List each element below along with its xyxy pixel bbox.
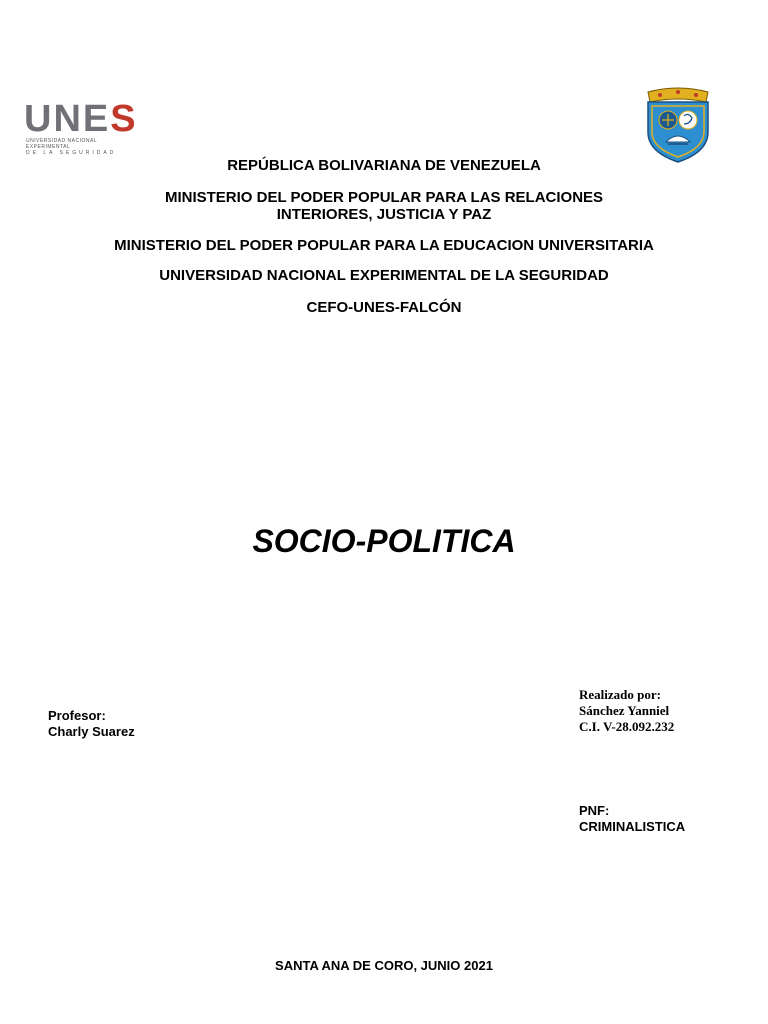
program-block (579, 803, 685, 835)
unes-letter-e: E (82, 98, 111, 140)
header-republic: REPÚBLICA BOLIVARIANA DE VENEZUELA (227, 157, 541, 174)
program-value: CRIMINALISTICA (579, 819, 686, 834)
header-ministry-interior-line2: INTERIORES, JUSTICIA Y PAZ (276, 206, 492, 223)
author-name: Sánchez Yanniel (579, 703, 670, 718)
unes-logo-letters (24, 100, 138, 138)
unes-letter-n: N (53, 98, 83, 140)
author-block (579, 687, 674, 735)
unes-logo (24, 98, 138, 156)
professor-name: Charly Suarez (48, 724, 135, 739)
header-ministry-education: MINISTERIO DEL PODER POPULAR PARA LA EDUCACION UNIVERSITARIA (114, 237, 654, 254)
header-campus: CEFO-UNES-FALCÓN (306, 299, 462, 316)
unes-letter-u: U (24, 98, 54, 140)
unes-logo-subtitle-line1: UNIVERSIDAD NACIONAL EXPERIMENTAL (26, 138, 97, 150)
document-title: SOCIO-POLITICA (252, 523, 516, 559)
header-university: UNIVERSIDAD NACIONAL EXPERIMENTAL DE LA SEGURIDAD (159, 267, 609, 284)
unes-logo-subtitle-line2: DE LA SEGURIDAD (26, 150, 117, 156)
author-id: C.I. V-28.092.232 (579, 719, 675, 734)
header-ministry-interior-line1: MINISTERIO DEL PODER POPULAR PARA LAS RELACIONES (164, 189, 604, 206)
unes-letter-s: S (110, 98, 138, 140)
author-label: Realizado por: (579, 687, 661, 702)
professor-block (48, 708, 135, 740)
footer-place-date: SANTA ANA DE CORO, JUNIO 2021 (275, 958, 493, 973)
unes-logo-subtitle (26, 138, 130, 156)
institution-emblem-icon (640, 86, 716, 164)
professor-label: Profesor: (48, 708, 106, 723)
program-label: PNF: (579, 803, 610, 818)
